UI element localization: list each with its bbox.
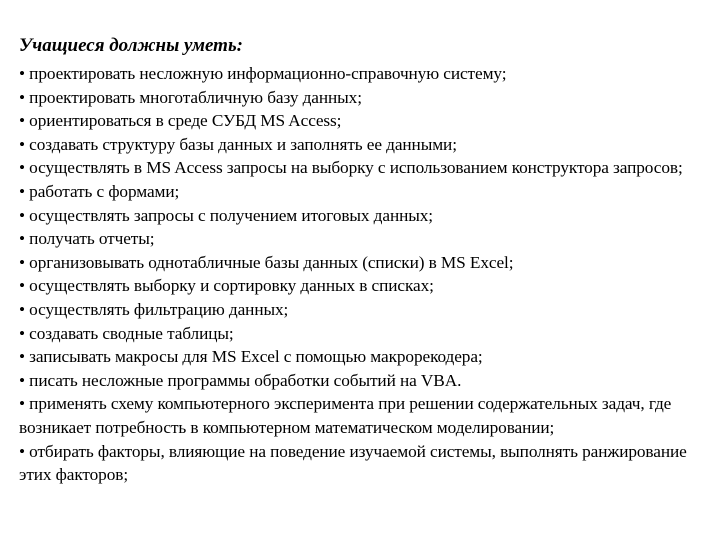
document-page: [19, 34, 707, 487]
list-item: • отбирать факторы, влияющие на поведение изучаемой системы, выполнять ранжирование этих факторов;: [19, 441, 687, 485]
list-item: • проектировать несложную информационно-справочную систему;: [19, 64, 507, 83]
skills-list: [19, 62, 707, 487]
list-item: • применять схему компьютерного эксперимента при решении содержательных задач, где возникает потребность в компьютерном математическом моделировании;: [19, 394, 672, 437]
list-item: • создавать структуру базы данных и заполнять ее данными;: [19, 134, 457, 154]
list-item: • осуществлять в MS Access запросы на выборку с использованием конструктора запросов;: [19, 158, 683, 178]
list-item: • создавать сводные таблицы;: [19, 323, 234, 343]
list-item: • ориентироваться в среде СУБД MS Access;: [19, 111, 342, 131]
list-item: • организовывать однотабличные базы данных (списки) в MS Excel;: [19, 252, 514, 272]
list-item: • записывать макросы для MS Excel с помощью макрорекодера;: [19, 347, 483, 367]
document-title: Учащиеся должны уметь:: [19, 35, 243, 56]
list-item: • работать с формами;: [19, 181, 180, 201]
list-item: • писать несложные программы обработки событий на VBA.: [19, 370, 462, 390]
list-item: • осуществлять фильтрацию данных;: [19, 299, 289, 319]
list-item: • осуществлять выборку и сортировку данных в списках;: [19, 276, 434, 296]
list-item: • осуществлять запросы с получением итоговых данных;: [19, 205, 433, 225]
list-item: • проектировать многотабличную базу данных;: [19, 87, 362, 107]
list-item: • получать отчеты;: [19, 229, 155, 249]
